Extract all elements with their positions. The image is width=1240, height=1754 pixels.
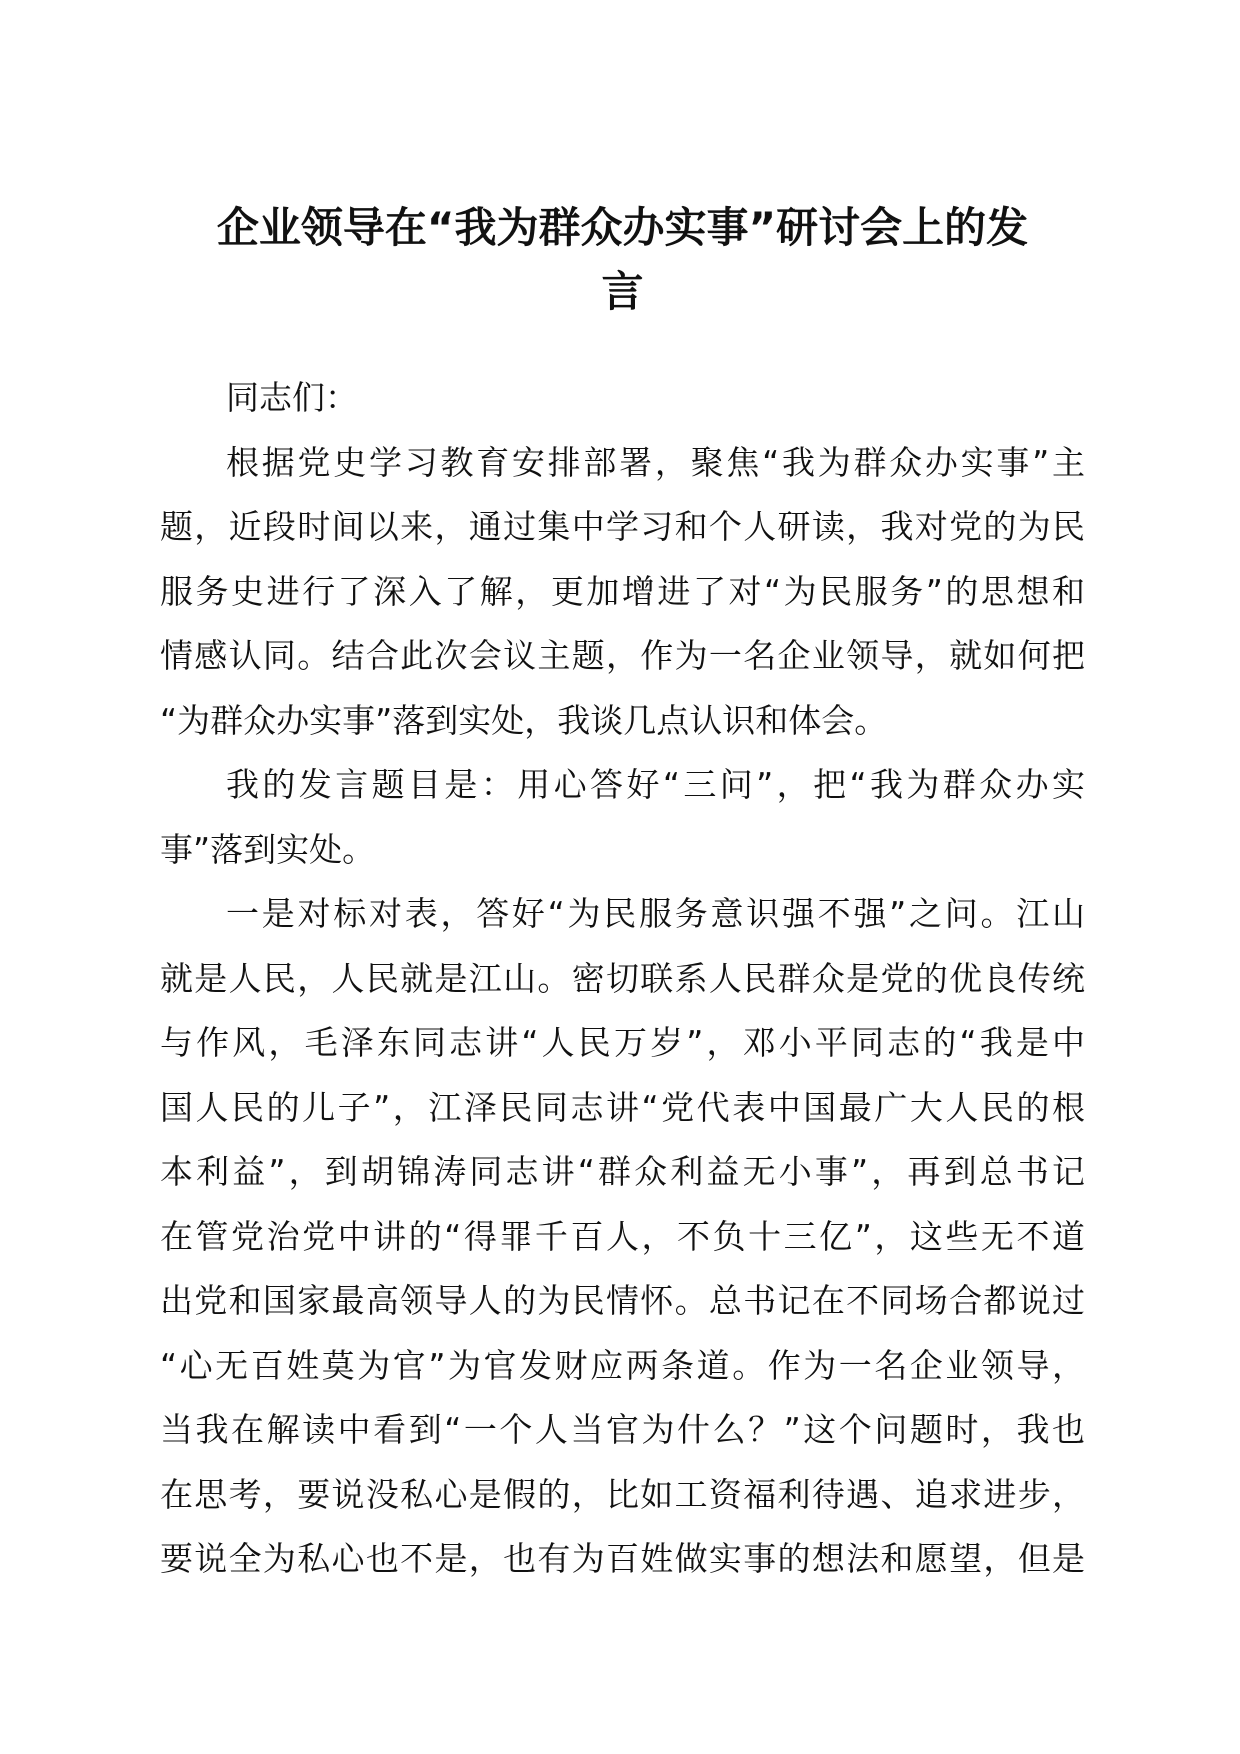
text-line: 事”落到实处。 xyxy=(160,829,376,869)
paragraph-salutation xyxy=(160,366,1085,431)
text-line: 根据党史学习教育安排部署，聚焦“我为群众办实事”主 xyxy=(226,442,1085,482)
text-line: 本利益”，到胡锦涛同志讲“群众利益无小事”，再到总书记 xyxy=(160,1152,1085,1191)
text-line: “心无百姓莫为官”为官发财应两条道。作为一名企业领导， xyxy=(160,1345,1085,1385)
text-line: 在管党治党中讲的“得罪千百人，不负十三亿”，这些无不道 xyxy=(160,1216,1085,1256)
document-body xyxy=(160,366,1085,1592)
text-line: 服务史进行了深入了解，更加增进了对“为民服务”的思想和 xyxy=(160,571,1085,611)
paragraph xyxy=(160,882,1085,1592)
text-line: 出党和国家最高领导人的为民情怀。总书记在不同场合都说过 xyxy=(160,1281,1085,1320)
text-line: 我的发言题目是：用心答好“三问”，把“我为群众办实 xyxy=(226,765,1085,804)
text-line: “为群众办实事”落到实处，我谈几点认识和体会。 xyxy=(160,700,888,740)
text-line: 与作风，毛泽东同志讲“人民万岁”，邓小平同志的“我是中 xyxy=(160,1023,1085,1062)
text-line: 情感认同。结合此次会议主题，作为一名企业领导，就如何把 xyxy=(160,636,1085,675)
paragraph xyxy=(160,753,1085,882)
text-line: 在思考，要说没私心是假的，比如工资福利待遇、追求进步， xyxy=(160,1474,1085,1514)
text-line: 国人民的儿子”，江泽民同志讲“党代表中国最广大人民的根 xyxy=(160,1087,1085,1127)
text-line: 同志们： xyxy=(226,378,358,417)
title-line: 企业领导在“我为群众办实事”研讨会上的发 xyxy=(216,203,1029,252)
text-line: 要说全为私心也不是，也有为百姓做实事的想法和愿望，但是 xyxy=(160,1539,1085,1578)
text-line: 题，近段时间以来，通过集中学习和个人研读，我对党的为民 xyxy=(160,507,1085,546)
document-title xyxy=(160,196,1085,324)
title-line: 言 xyxy=(601,267,644,316)
text-line: 就是人民，人民就是江山。密切联系人民群众是党的优良传统 xyxy=(160,958,1085,998)
text-line: 当我在解读中看到“一个人当官为什么？”这个问题时，我也 xyxy=(160,1410,1085,1449)
text-line: 一是对标对表，答好“为民服务意识强不强”之问。江山 xyxy=(226,894,1085,933)
paragraph xyxy=(160,431,1085,754)
